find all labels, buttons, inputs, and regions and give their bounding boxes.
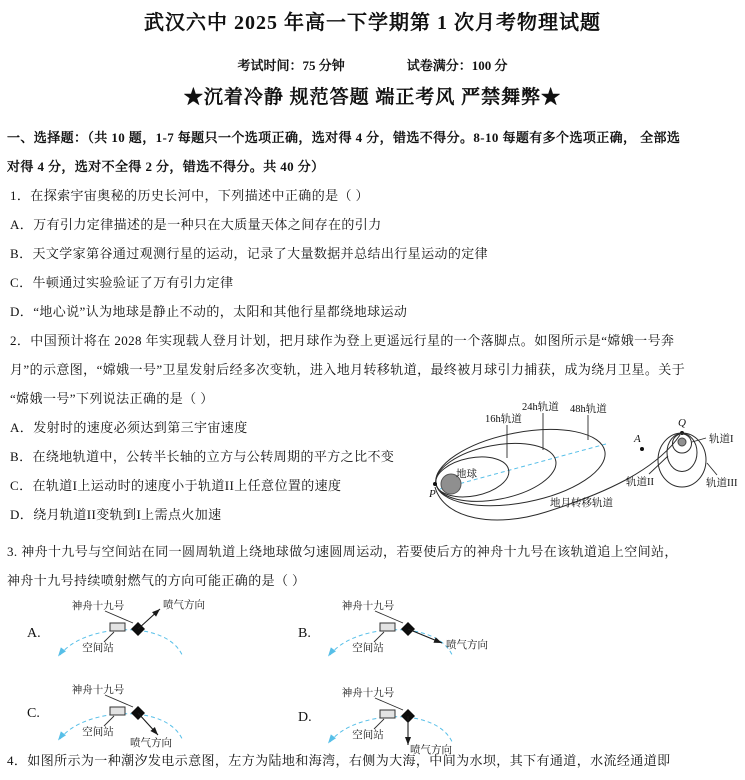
orbit-arc [330, 630, 453, 657]
jet-label: 喷气方向 [163, 600, 205, 611]
q4-stem: 4．如图所示为一种潮汐发电示意图，左方为陆地和海湾，右侧为大海，中间为水坝，其下有通道，水流经通道即 [7, 753, 671, 768]
shenzhou-label: 神舟十九号 [341, 688, 395, 699]
orbit-direction-arrowhead [55, 647, 66, 658]
q1-option-c: C．牛顿通过实验验证了万有引力定律 [10, 275, 234, 290]
shenzhou-label: 神舟十九号 [71, 601, 125, 612]
earth-label: 地球 [456, 469, 477, 480]
station-label: 空间站 [352, 643, 384, 654]
point-q-label: Q [678, 417, 686, 429]
shenzhou-leader [375, 698, 403, 710]
jet-label: 喷气方向 [446, 640, 488, 651]
orbit-24h-label: 24h轨道 [522, 402, 559, 413]
q1-stem: 1．在探索宇宙奥秘的历史长河中，下列描述中正确的是（ ） [10, 188, 369, 203]
q3-option-c-letter: C. [27, 706, 40, 721]
orbit-arc [60, 630, 183, 657]
shenzhou-leader [375, 611, 403, 623]
exam-time-label: 考试时间：75 分钟 [237, 58, 345, 73]
station-label: 空间站 [352, 730, 384, 741]
station-icon [380, 710, 395, 718]
station-label: 空间站 [82, 643, 114, 654]
jet-arrowhead [405, 737, 411, 745]
station-label: 空间站 [82, 727, 114, 738]
q1-option-a: A．万有引力定律描述的是一种只在大质量天体之间存在的引力 [10, 217, 382, 232]
station-leader [104, 632, 114, 642]
shenzhou-leader [105, 611, 133, 623]
page-title: 武汉六中 2025 年高一下学期第 1 次月考物理试题 [144, 12, 601, 34]
q2-stem-line1: 2．中国预计将在 2028 年实现载人登月计划，把月球作为登上更遥远行星的一个落脚点。如图所示是“嫦娥一号奔 [10, 333, 675, 348]
moon-orbit-i-label: 轨道I [709, 434, 734, 445]
transfer-orbit-label: 地月转移轨道 [550, 498, 613, 509]
q1-option-b: B．天文学家第谷通过观测行星的运动，记录了大量数据并总结出行星运动的定律 [10, 246, 489, 261]
station-icon [380, 623, 395, 631]
orbit-arc [330, 717, 453, 744]
q2-orbit-diagram [428, 392, 745, 540]
point-a-label: A [634, 433, 641, 445]
station-leader [374, 632, 384, 642]
slogan-banner: ★沉着冷静 规范答题 端正考风 严禁舞弊★ [183, 87, 562, 108]
point-p-label: P [429, 488, 436, 500]
shenzhou-leader [105, 695, 133, 707]
shenzhou-label: 神舟十九号 [71, 685, 125, 696]
orbit-arc [60, 714, 183, 741]
full-score-label: 试卷满分：100 分 [406, 58, 508, 73]
q2-stem-line2: 月”的示意图，“嫦娥一号”卫星发射后经多次变轨，进入地月转移轨道，最终被月球引力捕获，成为绕月卫星。关于 [10, 362, 686, 377]
q2-option-b: B．在绕地轨道中，公转半长轴的立方与公转周期的平方之比不变 [10, 449, 395, 464]
orbit-48h-label: 48h轨道 [570, 404, 607, 415]
leader-orbit-iii [707, 463, 717, 475]
exam-info-row [0, 55, 745, 74]
q3-diagram-c [48, 678, 218, 758]
q3-diagram-d [318, 681, 488, 761]
station-leader [374, 719, 384, 729]
q3-diagram-a [48, 594, 218, 674]
station-leader [104, 716, 114, 726]
q2-stem-line3: “嫦娥一号”下列说法正确的是（ ） [10, 391, 214, 406]
jet-arrowhead [433, 637, 443, 646]
point-a-dot [640, 447, 644, 451]
orbit-direction-arrowhead [325, 647, 336, 658]
q3-option-a-letter: A. [27, 626, 41, 641]
q2-option-d: D．绕月轨道II变轨到I上需点火加速 [10, 507, 222, 522]
q3-stem-line1: 3. 神舟十九号与空间站在同一圆周轨道上绕地球做匀速圆周运动，若要使后方的神舟十九号在该轨道追上空间站， [7, 544, 678, 559]
orbit-16h-label: 16h轨道 [485, 414, 522, 425]
orbit-direction-arrowhead [55, 731, 66, 742]
jet-label: 喷气方向 [130, 738, 172, 749]
moon-orbit-ii-label: 轨道II [626, 477, 654, 488]
q3-option-d-letter: D. [298, 710, 312, 725]
moon-circle [678, 438, 686, 446]
orbit-direction-arrowhead [325, 734, 336, 745]
q3-option-b-letter: B. [298, 626, 311, 641]
moon-orbit-iii-label: 轨道III [706, 478, 738, 489]
station-icon [110, 707, 125, 715]
q2-option-a: A．发射时的速度必须达到第三宇宙速度 [10, 420, 248, 435]
point-p-dot [433, 482, 437, 486]
station-icon [110, 623, 125, 631]
q3-stem-line2: 神舟十九号持续喷射燃气的方向可能正确的是（ ） [7, 573, 306, 588]
q2-option-c: C．在轨道I上运动时的速度小于轨道II上任意位置的速度 [10, 478, 342, 493]
section1-line2: 对得 4 分，选对不全得 2 分，错选不得分。共 40 分） [7, 159, 325, 174]
q1-option-d: D．“地心说”认为地球是静止不动的，太阳和其他行星都绕地球运动 [10, 304, 408, 319]
q3-diagram-b [318, 594, 488, 674]
shenzhou-label: 神舟十九号 [341, 601, 395, 612]
section1-line1: 一、选择题：（共 10 题，1-7 每题只一个选项正确，选对得 4 分，错选不得分。8-10 每题有多个选项正确， 全部选 [7, 130, 681, 145]
jet-label: 喷气方向 [410, 745, 452, 756]
